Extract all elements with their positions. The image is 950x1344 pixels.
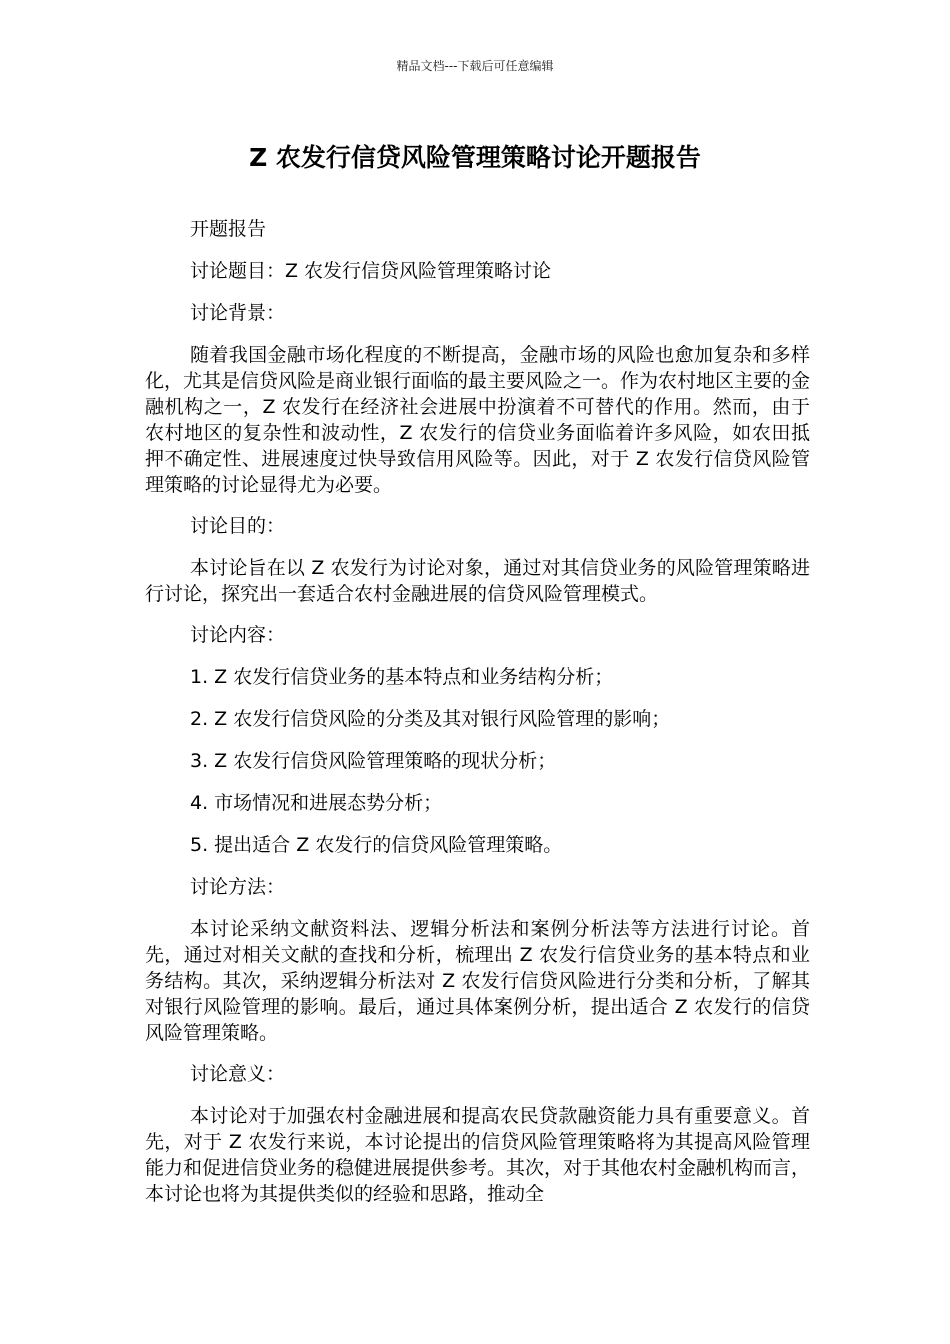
paragraph: 讨论背景： — [190, 302, 286, 324]
list-item: 1. Z 农发行信贷业务的基本特点和业务结构分析； — [190, 666, 614, 688]
header-note: 精品文档---下载后可任意编辑 — [396, 59, 554, 73]
paragraph: 讨论意义： — [190, 1063, 286, 1085]
paragraph: 本讨论旨在以 Z 农发行为讨论对象，通过对其信贷业务的风险管理策略进行讨论，探究出一套适合农村金融进展的信贷风险管理模式。 — [145, 557, 810, 605]
paragraph: 讨论内容： — [190, 624, 286, 646]
paragraph: 开题报告 — [190, 218, 267, 240]
paragraph: 本讨论对于加强农村金融进展和提高农民贷款融资能力具有重要意义。首先，对于 Z 农发行来说，本讨论提出的信贷风险管理策略将为其提高风险管理能力和促进信贷业务的稳健进展提供参考。其次，对于其他农村金融机构而言，本讨论也将为其提供类似的经验和思路，推动全 — [145, 1105, 811, 1205]
paragraph: 随着我国金融市场化程度的不断提高，金融市场的风险也愈加复杂和多样化，尤其是信贷风险是商业银行面临的最主要风险之一。作为农村地区主要的金融机构之一，Z 农发行在经济社会进展中扮演着不可替代的作用。然而，由于农村地区的复杂性和波动性，Z 农发行的信贷业务面临着许多风险，如农田抵押不确定性、进展速度过快导致信用风险等。因此，对于 Z 农发行信贷风险管理策略的讨论显得尤为必要。 — [145, 344, 811, 496]
document-title: Z 农发行信贷风险管理策略讨论开题报告 — [249, 143, 701, 172]
list-item: 5. 提出适合 Z 农发行的信贷风险管理策略。 — [190, 834, 563, 856]
paragraph: 讨论方法： — [190, 876, 286, 898]
list-item: 3. Z 农发行信贷风险管理策略的现状分析； — [190, 750, 557, 772]
list-item: 4. 市场情况和进展态势分析； — [190, 792, 443, 814]
document-body — [145, 216, 810, 1222]
paragraph: 讨论目的： — [190, 515, 286, 537]
paragraph: 讨论题目：Z 农发行信贷风险管理策略讨论 — [190, 260, 552, 282]
list-item: 2. Z 农发行信贷风险的分类及其对银行风险管理的影响； — [190, 708, 671, 730]
paragraph: 本讨论采纳文献资料法、逻辑分析法和案例分析法等方法进行讨论。首先，通过对相关文献的查找和分析，梳理出 Z 农发行信贷业务的基本特点和业务结构。其次，采纳逻辑分析法对 Z 农发行信贷风险进行分类和分析，了解其对银行风险管理的影响。最后，通过具体案例分析，提出适合 Z 农发行的信贷风险管理策略。 — [145, 918, 810, 1044]
